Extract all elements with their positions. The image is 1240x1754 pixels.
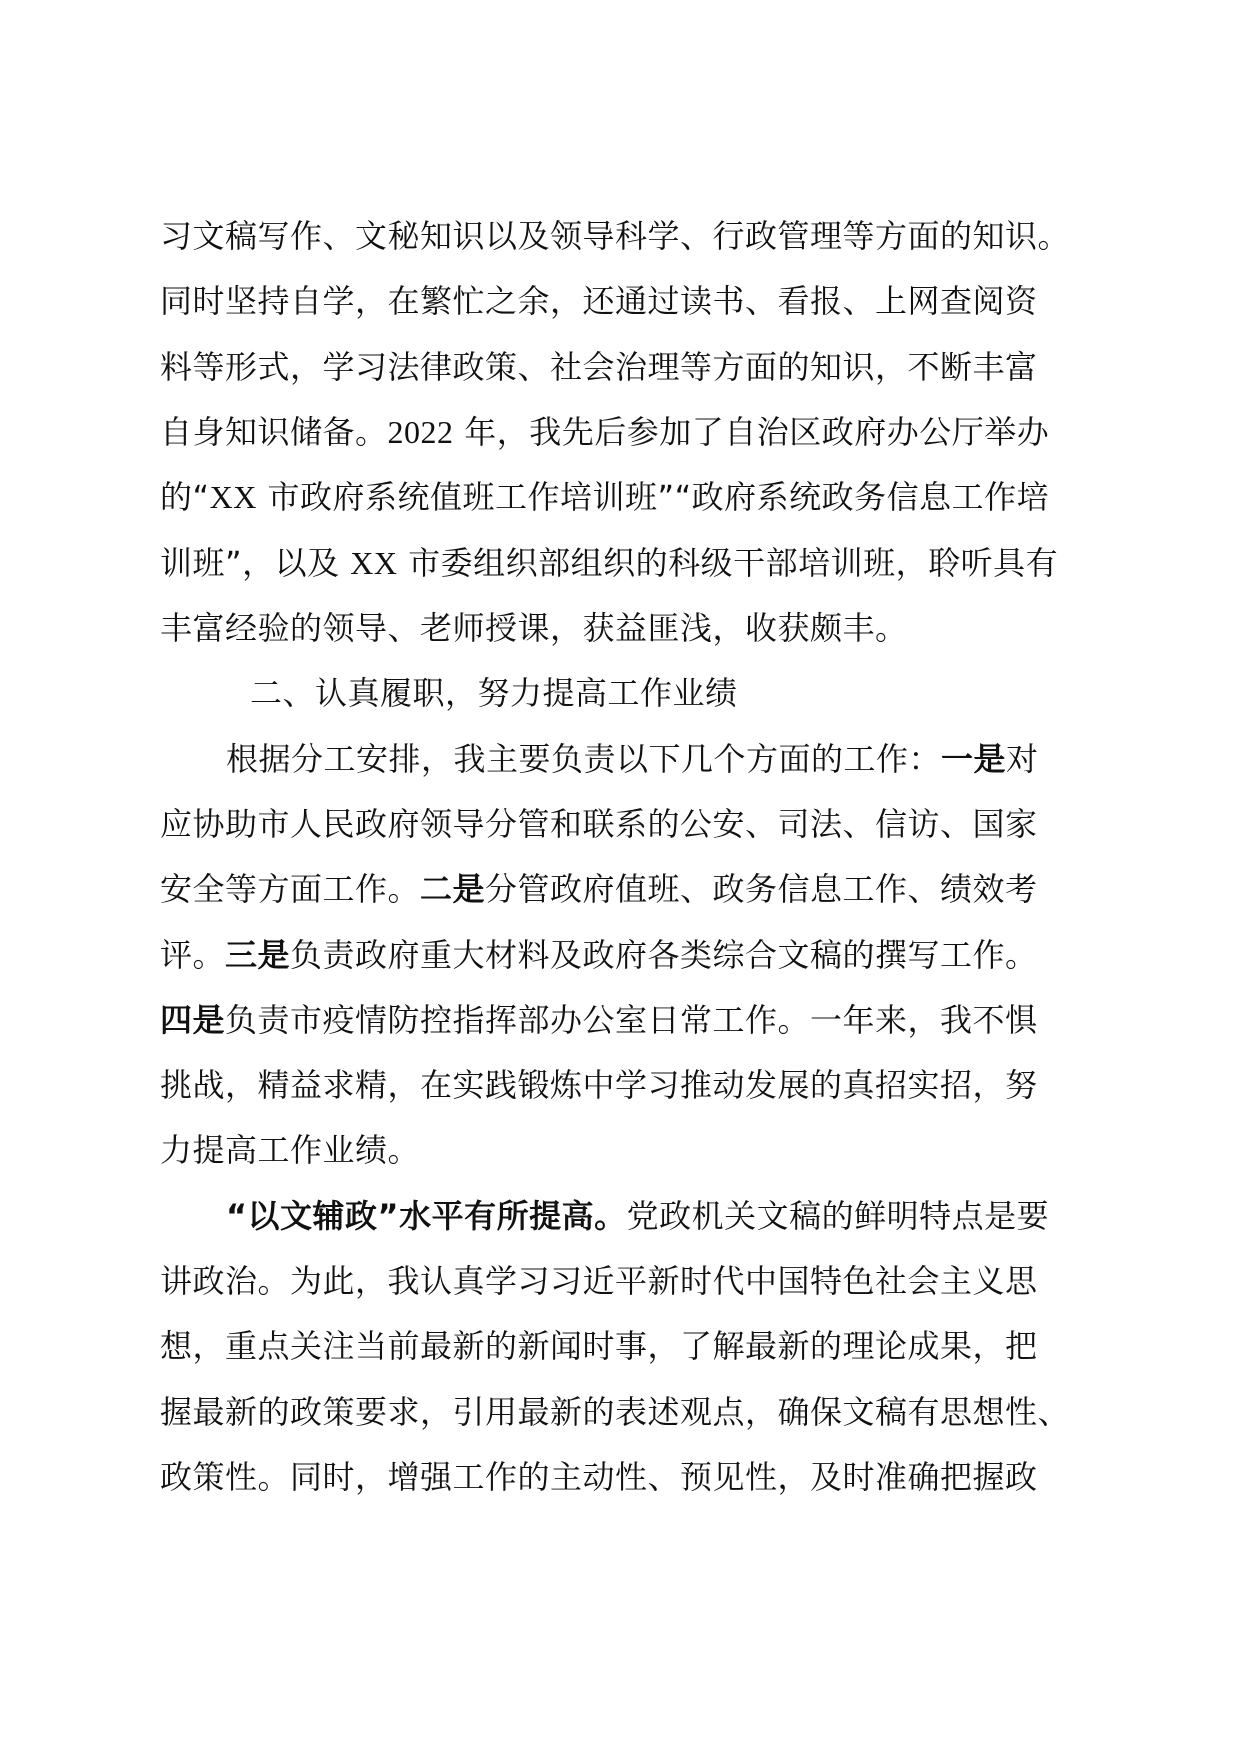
line-19 — [160, 1392, 1070, 1432]
text-run: 的“ — [160, 478, 210, 516]
line-5 — [160, 477, 1049, 517]
line-1 — [160, 216, 1070, 256]
text-run: 二、认真履职，努力提高工作业绩 — [250, 674, 738, 712]
text-run: 根据分工安排，我主要负责以下几个方面的工作： — [226, 740, 942, 778]
paragraph-lead-line — [226, 1196, 1049, 1236]
text-run: 想，重点关注当前最新的新闻时事，了解最新的理论成果，把 — [160, 1327, 1038, 1365]
text-run: 年，我先后参加了自治区政府办公厅举办 — [453, 413, 1050, 451]
section-heading-2 — [250, 673, 738, 713]
text-run: 挑战，精益求精，在实践锻炼中学习推动发展的真招实招，努 — [160, 1066, 1038, 1104]
line-17 — [160, 1261, 1038, 1301]
text-run: 丰富经验的领导、老师授课，获益匪浅，收获颇丰。 — [160, 609, 908, 647]
text-run: 政策性。同时，增强工作的主动性、预见性，及时准确把握政 — [160, 1458, 1038, 1496]
bold-text-run: 三是 — [225, 936, 291, 974]
line-9 — [226, 739, 1039, 779]
text-run: 2022 — [387, 414, 454, 450]
line-11 — [160, 869, 1038, 909]
text-run: XX — [209, 479, 257, 515]
text-run: 习文稿写作、文秘知识以及领导科学、行政管理等方面的知识。 — [160, 217, 1071, 255]
text-run: 市委组织部组织的科级干部培训班，聆听具有 — [397, 544, 1059, 582]
text-run: 分管政府值班、政务信息工作、绩效考 — [485, 870, 1038, 908]
text-run: 讲政治。为此，我认真学习习近平新时代中国特色社会主义思 — [160, 1262, 1038, 1300]
line-20 — [160, 1457, 1038, 1497]
text-run: 党政机关文稿的鲜明特点是要 — [626, 1197, 1050, 1235]
line-2 — [160, 281, 1038, 321]
line-18 — [160, 1326, 1038, 1366]
text-run: 应协助市人民政府领导分管和联系的公安、司法、信访、国家 — [160, 805, 1038, 843]
line-13 — [160, 1000, 1038, 1040]
text-run: 评。 — [160, 936, 226, 974]
line-14 — [160, 1065, 1038, 1105]
text-run: 负责市疫情防控指挥部办公室日常工作。一年来，我不惧 — [225, 1001, 1038, 1039]
text-run: 安全等方面工作。 — [160, 870, 421, 908]
bold-text-run: 二是 — [420, 870, 486, 908]
text-run: XX — [350, 545, 398, 581]
bold-text-run: “以文辅政”水平有所提高。 — [226, 1197, 627, 1235]
line-12 — [160, 935, 1038, 975]
line-4 — [160, 412, 1049, 452]
text-run: 对 — [1006, 740, 1039, 778]
bold-text-run: 一是 — [941, 740, 1007, 778]
text-run: 市政府系统值班工作培训班”“政府系统政务信息工作培 — [256, 478, 1050, 516]
line-6 — [160, 543, 1058, 583]
bold-text-run: 四是 — [160, 1001, 226, 1039]
text-run: 握最新的政策要求，引用最新的表述观点，确保文稿有思想性、 — [160, 1393, 1071, 1431]
text-run: 力提高工作业绩。 — [160, 1131, 421, 1169]
line-7 — [160, 608, 908, 648]
line-15 — [160, 1130, 420, 1170]
text-run: 负责政府重大材料及政府各类综合文稿的撰写工作。 — [290, 936, 1038, 974]
text-run: 自身知识储备。 — [160, 413, 388, 451]
text-run: 同时坚持自学，在繁忙之余，还通过读书、看报、上网查阅资 — [160, 282, 1038, 320]
line-3 — [160, 347, 1038, 387]
text-run: 料等形式，学习法律政策、社会治理等方面的知识，不断丰富 — [160, 348, 1038, 386]
text-run: 训班”，以及 — [160, 544, 351, 582]
line-10 — [160, 804, 1038, 844]
